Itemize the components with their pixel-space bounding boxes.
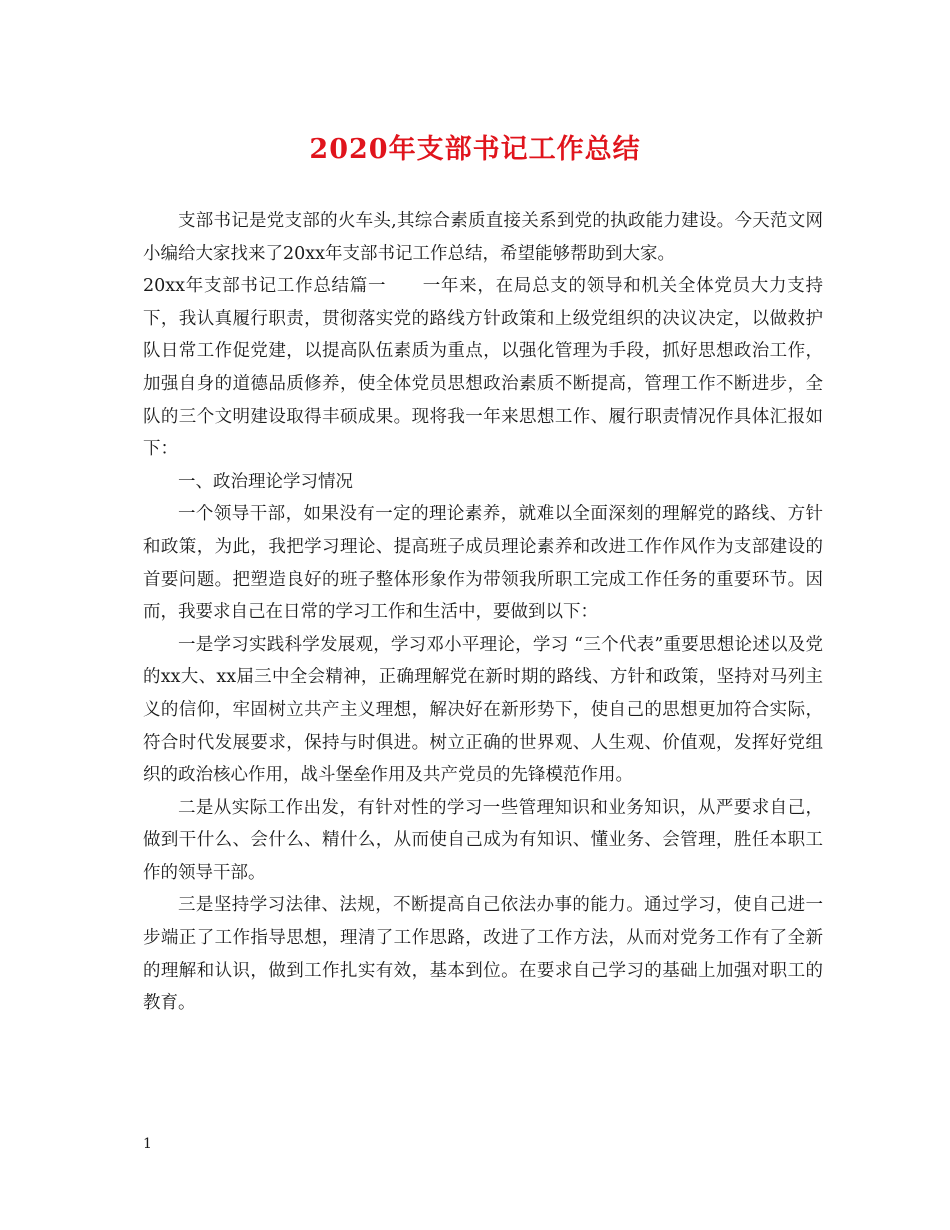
document-title: 2020年支部书记工作总结 <box>309 134 641 165</box>
paragraph-point-one: 一是学习实践科学发展观，学习邓小平理论，学习 “三个代表”重要思想论述以及党的xx大、xx届三中全会精神，正确理解党在新时期的路线、方针和政策，坚持对马列主义的信仰，牢固树立共产主义理想，解决好在新形势下，使自己的思想更加符合实际，符合时代发展要求，保持与时俱进。树立正确的世界观、人生观、价值观，发挥好党组织的政治核心作用，战斗堡垒作用及共产党员的先锋模范作用。 <box>143 634 823 786</box>
section-heading-political-study: 一、政治理论学习情况 <box>178 471 353 492</box>
paragraph-point-three: 三是坚持学习法律、法规，不断提高自己依法办事的能力。通过学习，使自己进一步端正了工作指导思想，理清了工作思路，改进了工作方法，从而对党务工作有了全新的理解和认识，做到工作扎实有效，基本到位。在要求自己学习的基础上加强对职工的教育。 <box>143 895 823 1014</box>
paragraph-part-one-opening: 20xx年支部书记工作总结篇一 一年来，在局总支的领导和机关全体党员大力支持下，我认真履行职责，贯彻落实党的路线方针政策和上级党组织的决议决定，以做救护队日常工作促党建，以提高队伍素质为重点，以强化管理为手段，抓好思想政治工作，加强自身的道德品质修养，使全体党员思想政治素质不断提高，管理工作不断进步，全队的三个文明建设取得丰硕成果。现将我一年来思想工作、履行职责情况作具体汇报如下： <box>143 276 823 460</box>
paragraph-point-two: 二是从实际工作出发，有针对性的学习一些管理知识和业务知识，从严要求自己，做到干什么、会什么、精什么，从而使自己成为有知识、懂业务、会管理，胜任本职工作的领导干部。 <box>143 797 823 883</box>
document-body <box>143 205 823 1020</box>
paragraph-intro: 支部书记是党支部的火车头,其综合素质直接关系到党的执政能力建设。今天范文网小编给大家找来了20xx年支部书记工作总结，希望能够帮助到大家。 <box>143 211 823 264</box>
page-number: 1 <box>143 1136 152 1152</box>
paragraph-theory: 一个领导干部，如果没有一定的理论素养，就难以全面深刻的理解党的路线、方针和政策，为此，我把学习理论、提高班子成员理论素养和改进工作作风作为支部建设的首要问题。把塑造良好的班子整体形象作为带领我所职工完成工作任务的重要环节。因而，我要求自己在日常的学习工作和生活中，要做到以下： <box>143 504 823 623</box>
